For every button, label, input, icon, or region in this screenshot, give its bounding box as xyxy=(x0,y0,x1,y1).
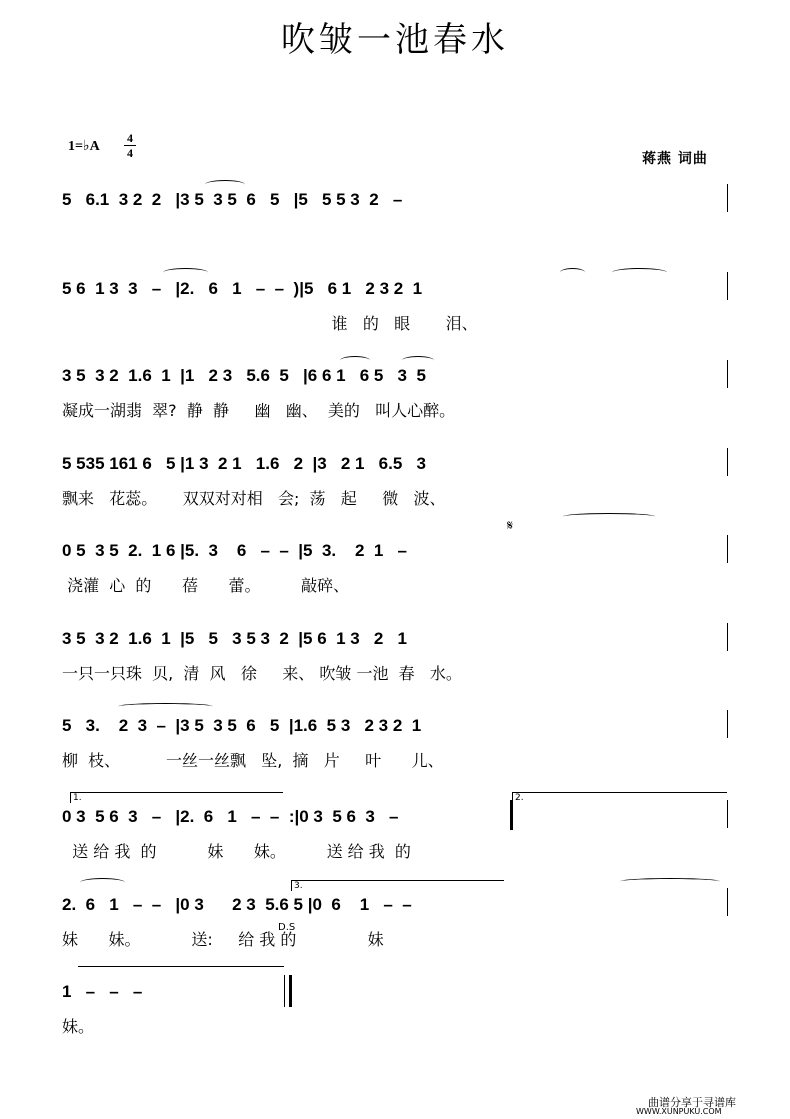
barline xyxy=(727,184,728,212)
row-3-notes: 3 5 3 2 1.6 1 |1 2 3 5.6 5 |6 6 1 6 5 3 5 xyxy=(62,366,431,385)
footer-site-url: WWW.XUNPUKU.COM xyxy=(636,1107,722,1116)
row-7-lyrics: 柳 枝、 一丝一丝飘 坠, 摘 片 叶 儿、 xyxy=(62,751,444,770)
row-6-lyrics: 一只一只珠 贝, 清 风 徐 来、 吹皱 一池 春 水。 xyxy=(62,664,462,683)
barline xyxy=(727,360,728,388)
row-4-notes: 5 535 161 6 5 |1 3 2 1 1.6 2 |3 2 1 6.5 3 xyxy=(62,454,431,473)
slur xyxy=(163,268,208,277)
row-2-lyrics: 谁 的 眼 泪、 xyxy=(62,314,478,333)
final-barline-thick xyxy=(289,975,292,1007)
final-barline-thin xyxy=(284,975,285,1007)
first-ending: 1. xyxy=(70,792,283,803)
row-6-notes: 3 5 3 2 1.6 1 |5 5 3 5 3 2 |5 6 1 3 2 1 xyxy=(62,629,417,648)
second-ending: 2. xyxy=(512,792,727,803)
slur xyxy=(205,180,245,189)
row-3-lyrics: 凝成一湖翡 翠? 静 静 幽 幽、 美的 叫人心醉。 xyxy=(62,401,456,420)
time-sig-top: 4 xyxy=(127,131,133,145)
repeat-barline xyxy=(510,800,513,830)
composer-credit: 蒋燕 词曲 xyxy=(642,151,708,167)
row-8-lyrics: 送 给 我 的 妹 妹。 送 给 我 的 xyxy=(62,842,411,861)
slur xyxy=(560,268,585,277)
row-7-notes: 5 3. 2 3 – |3 5 3 5 6 5 |1.6 5 3 2 3 2 1 xyxy=(62,716,426,735)
song-title: 吹皱一池春水 xyxy=(281,20,509,60)
slur xyxy=(563,513,655,520)
slur xyxy=(118,703,213,710)
row-9-notes: 2. 6 1 – – |0 3 2 3 5.6 5 |0 6 1 – – xyxy=(62,895,422,914)
slur xyxy=(402,356,434,365)
slur xyxy=(612,268,667,277)
row-2-notes: 5 6 1 3 3 – |2. 6 1 – – )|5 6 1 2 3 2 1 xyxy=(62,279,427,298)
third-ending: 3. xyxy=(291,880,504,891)
time-sig-bottom: 4 xyxy=(127,146,133,160)
row-8-notes: 0 3 5 6 3 – |2. 6 1 – – :|0 3 5 6 3 – xyxy=(62,807,408,826)
barline xyxy=(727,623,728,651)
barline xyxy=(727,535,728,563)
row-10-notes: 1 – – – xyxy=(62,982,152,1001)
tie-line xyxy=(78,966,284,967)
barline xyxy=(727,800,728,828)
barline xyxy=(727,888,728,916)
footer-site-name: 曲谱分享于寻谱库 xyxy=(648,1096,736,1109)
row-10-lyrics: 妹。 xyxy=(62,1017,95,1036)
row-5-lyrics: 浇灌 心 的 蓓 蕾。 敲碎、 xyxy=(62,576,350,595)
row-9-lyrics: 妹 妹。 送: 给 我 的 妹 xyxy=(62,930,384,949)
ds-marker: D.S xyxy=(278,922,296,933)
barline xyxy=(727,272,728,300)
slur xyxy=(340,356,370,365)
barline xyxy=(727,448,728,476)
key-signature: 1=♭A xyxy=(68,139,100,154)
slur xyxy=(620,878,720,885)
time-signature xyxy=(124,131,136,160)
row-5-notes: 0 5 3 5 2. 1 6 |5. 3 6 – – |5 3. 2 1 – xyxy=(62,541,417,560)
barline xyxy=(727,710,728,738)
slur xyxy=(80,878,125,887)
segno-icon: 𝄋 xyxy=(507,518,514,534)
row-1-notes: 5 6.1 3 2 2 |3 5 3 5 6 5 |5 5 5 3 2 – xyxy=(62,190,417,209)
row-4-lyrics: 飘来 花蕊。 双双对对相 会; 荡 起 微 波、 xyxy=(62,489,446,508)
